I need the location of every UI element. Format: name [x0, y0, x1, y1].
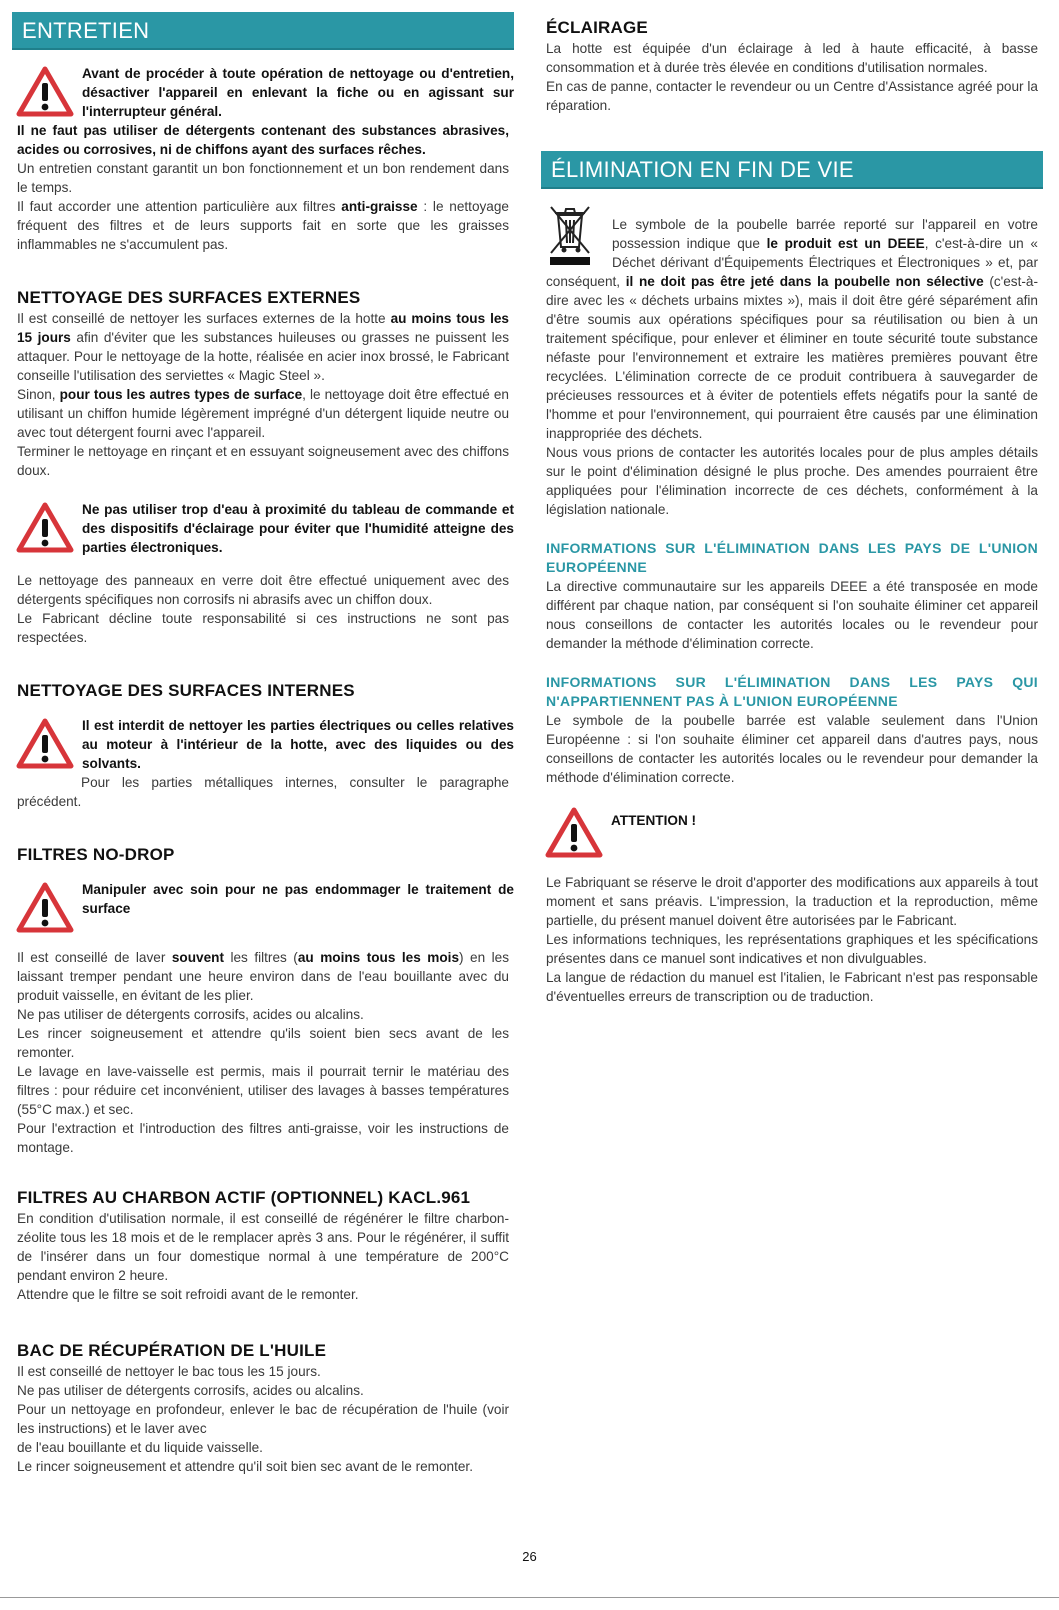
paragraph: Le Fabriquant se réserve le droit d'apporter des modifications aux appareils à tout moment et sans préavis. L'impression, la traduction et la reproduction, même partielle, du présent manuel doivent être autorisées par le Fabricant.	[546, 875, 1038, 928]
section-heading: NETTOYAGE DES SURFACES INTERNES	[17, 681, 355, 700]
section-heading: ÉCLAIRAGE	[546, 18, 648, 37]
warning-triangle-icon	[16, 66, 74, 118]
section-banner-entretien: ENTRETIEN	[12, 12, 514, 50]
paragraph: Les informations techniques, les représentations graphiques et les spécifications présentes dans ce manuel sont indicatives et non divulguables.	[546, 932, 1038, 966]
footer-rule	[0, 1597, 1059, 1598]
warning-externes	[12, 500, 514, 557]
paragraph: En condition d'utilisation normale, il est conseillé de régénérer le filtre charbon-zéolite tous les 18 mois et de le remplacer après 3 ans. Pour le régénérer, il suffit de l'insérer dans un four domestique normal à une température de 200°C pendant environ 2 heure.	[17, 1211, 509, 1283]
paragraph: Nous vous prions de contacter les autorités locales pour de plus amples détails sur le point d'élimination désigné le plus proche. Des amendes pourraient être appliquées pour l'élimination incorrecte de ces déchets, conformément à la législation nationale.	[546, 445, 1038, 517]
crossed-out-bin-icon	[546, 201, 594, 267]
paragraph: En cas de panne, contacter le revendeur ou un Centre d'Assistance agréé pour la réparation.	[546, 79, 1038, 113]
right-column	[541, 0, 1043, 1006]
paragraph: Le nettoyage des panneaux en verre doit être effectué uniquement avec des détergents spécifiques non corrosifs ni abrasifs avec un chiffon doux.	[17, 573, 509, 607]
warning-text: Ne pas utiliser trop d'eau à proximité du tableau de commande et des dispositifs d'éclairage pour éviter que l'humidité atteigne des parties électroniques.	[82, 502, 514, 555]
bold-warning: Il ne faut pas utiliser de détergents contenant des substances abrasives, acides ou corrosives, ni de chiffons ayant des surfaces rêches.	[17, 123, 509, 157]
paragraph: Pour les parties métalliques internes, consulter le paragraphe précédent.	[17, 775, 509, 809]
page-number: 26	[522, 1549, 537, 1564]
paragraph: Le rincer soigneusement et attendre qu'il soit bien sec avant de le remonter.	[17, 1459, 473, 1474]
left-column	[12, 0, 514, 1476]
paragraph: Pour l'extraction et l'introduction des filtres anti-graisse, voir les instructions de montage.	[17, 1121, 509, 1155]
warning-text: ATTENTION !	[611, 813, 697, 828]
paragraph: Attendre que le filtre se soit refroidi avant de le remonter.	[17, 1287, 359, 1302]
paragraph: Le symbole de la poubelle barrée est valable seulement dans l'Union Européenne : si l'on souhaite éliminer cet appareil dans d'autres pays, nous conseillons de contacter les autorités locales ou le revendeur pour demander la méthode d'élimination correcte.	[546, 713, 1038, 785]
paragraph: Le symbole de la poubelle barrée reporté sur l'appareil en votre possession indique que le produit est un DEEE, c'est-à-dire un « Déchet dérivant d'Équipements Électriques et Électroniques » et, par conséquent, il ne doit pas être jeté dans la poubelle non sélective (c'est-à-dire avec les « déchets urbains mixtes »), mais il doit être géré séparément afin d'être soumis aux opérations spécifiques pour sa réutilisation ou bien à un traitement spécifique, pour enlever et éliminer en toute sécurité toute substance néfaste pour l'environnement et extraire les matières premières pouvant être recyclées. L'élimination correcte de ce produit contribuera à sauvegarder de précieuses ressources et à éviter de potentiels effets négatifs pour la santé de l'homme et pour l'environnement, qui pourraient être causés par une élimination inappropriée des déchets.	[546, 217, 1038, 441]
warning-entretien	[12, 64, 514, 121]
paragraph: Ne pas utiliser de détergents corrosifs, acides ou alcalins.	[17, 1007, 364, 1022]
paragraph: Sinon, pour tous les autres types de surface, le nettoyage doit être effectué en utilisant un chiffon humide légèrement imprégné d'un détergent liquide neutre ou avec tout détergent fourni avec l'appareil.	[17, 387, 509, 440]
paragraph: Le lavage en lave-vaisselle est permis, mais il pourrait ternir le matériau des filtres : pour réduire cet inconvénient, utiliser des lavages à basses températures (55°C max.) et sec.	[17, 1064, 509, 1117]
paragraph: Il est conseillé de nettoyer le bac tous les 15 jours.	[17, 1364, 321, 1379]
section-heading: FILTRES NO-DROP	[17, 845, 175, 864]
weee-block	[541, 201, 1043, 519]
paragraph: Il faut accorder une attention particulière aux filtres anti-graisse : le nettoyage fréquent des filtres et de leurs supports fait en sorte que les graisses inflammables ne s'accumulent pas.	[17, 199, 509, 252]
paragraph: de l'eau bouillante et du liquide vaisselle.	[17, 1440, 263, 1455]
warning-attention	[541, 805, 1043, 863]
warning-text: Manipuler avec soin pour ne pas endommager le traitement de surface	[82, 882, 514, 916]
paragraph: Un entretien constant garantit un bon fonctionnement et un bon rendement dans le temps.	[17, 161, 509, 195]
paragraph: Le Fabricant décline toute responsabilité si ces instructions ne sont pas respectées.	[17, 611, 509, 645]
warning-triangle-icon	[545, 807, 603, 859]
paragraph: Ne pas utiliser de détergents corrosifs, acides ou alcalins.	[17, 1383, 364, 1398]
warning-text: Avant de procéder à toute opération de nettoyage ou d'entretien, désactiver l'appareil en enlevant la fiche ou en agissant sur l'interrupteur général.	[82, 66, 514, 119]
section-heading: FILTRES AU CHARBON ACTIF (OPTIONNEL) KACL.961	[17, 1188, 471, 1207]
paragraph: Les rincer soigneusement et attendre qu'ils soient bien secs avant de les remonter.	[17, 1026, 509, 1060]
warning-internes	[12, 716, 514, 773]
paragraph: Terminer le nettoyage en rinçant et en essuyant soigneusement avec des chiffons doux.	[17, 444, 509, 478]
section-heading: NETTOYAGE DES SURFACES EXTERNES	[17, 288, 361, 307]
section-banner-elimination: ÉLIMINATION EN FIN DE VIE	[541, 151, 1043, 189]
paragraph: La hotte est équipée d'un éclairage à led à haute efficacité, à basse consommation et à durée très élevée en conditions d'utilisation normales.	[546, 41, 1038, 75]
warning-text: Il est interdit de nettoyer les parties électriques ou celles relatives au moteur à l'intérieur de la hotte, avec des liquides ou des solvants.	[82, 718, 514, 771]
subsection-heading: INFORMATIONS SUR L'ÉLIMINATION DANS LES PAYS DE L'UNION EUROPÉENNE	[546, 540, 1038, 575]
paragraph: La directive communautaire sur les appareils DEEE a été transposée en mode différent par chaque nation, par conséquent si l'on souhaite éliminer cet appareil nous conseillons de contacter les autorités locales ou le revendeur pour demander la méthode d'élimination correcte.	[546, 579, 1038, 651]
paragraph: La langue de rédaction du manuel est l'italien, le Fabricant n'est pas responsable d'éventuelles erreurs de transcription ou de traduction.	[546, 970, 1038, 1004]
warning-triangle-icon	[16, 882, 74, 934]
section-heading: BAC DE RÉCUPÉRATION DE L'HUILE	[17, 1341, 327, 1360]
warning-nodrop	[12, 880, 514, 934]
paragraph: Il est conseillé de laver souvent les filtres (au moins tous les mois) en les laissant tremper pendant une heure environ dans de l'eau bouillante avec du produit vaisselle, en évitant de les plier.	[17, 950, 510, 1003]
warning-triangle-icon	[16, 718, 74, 770]
subsection-heading: INFORMATIONS SUR L'ÉLIMINATION DANS LES PAYS QUI N'APPARTIENNENT PAS À L'UNION EUROPÉENNE	[546, 674, 1038, 709]
paragraph: Pour un nettoyage en profondeur, enlever le bac de récupération de l'huile (voir les instructions) et le laver avec	[17, 1402, 509, 1436]
paragraph: Il est conseillé de nettoyer les surfaces externes de la hotte au moins tous les 15 jours afin d'éviter que les substances huileuses ou grasses ne puissent les attaquer. Pour le nettoyage de la hotte, réalisée en acier inox brossé, le Fabricant conseille l'utilisation des serviettes « Magic Steel ».	[17, 311, 509, 383]
warning-triangle-icon	[16, 502, 74, 554]
